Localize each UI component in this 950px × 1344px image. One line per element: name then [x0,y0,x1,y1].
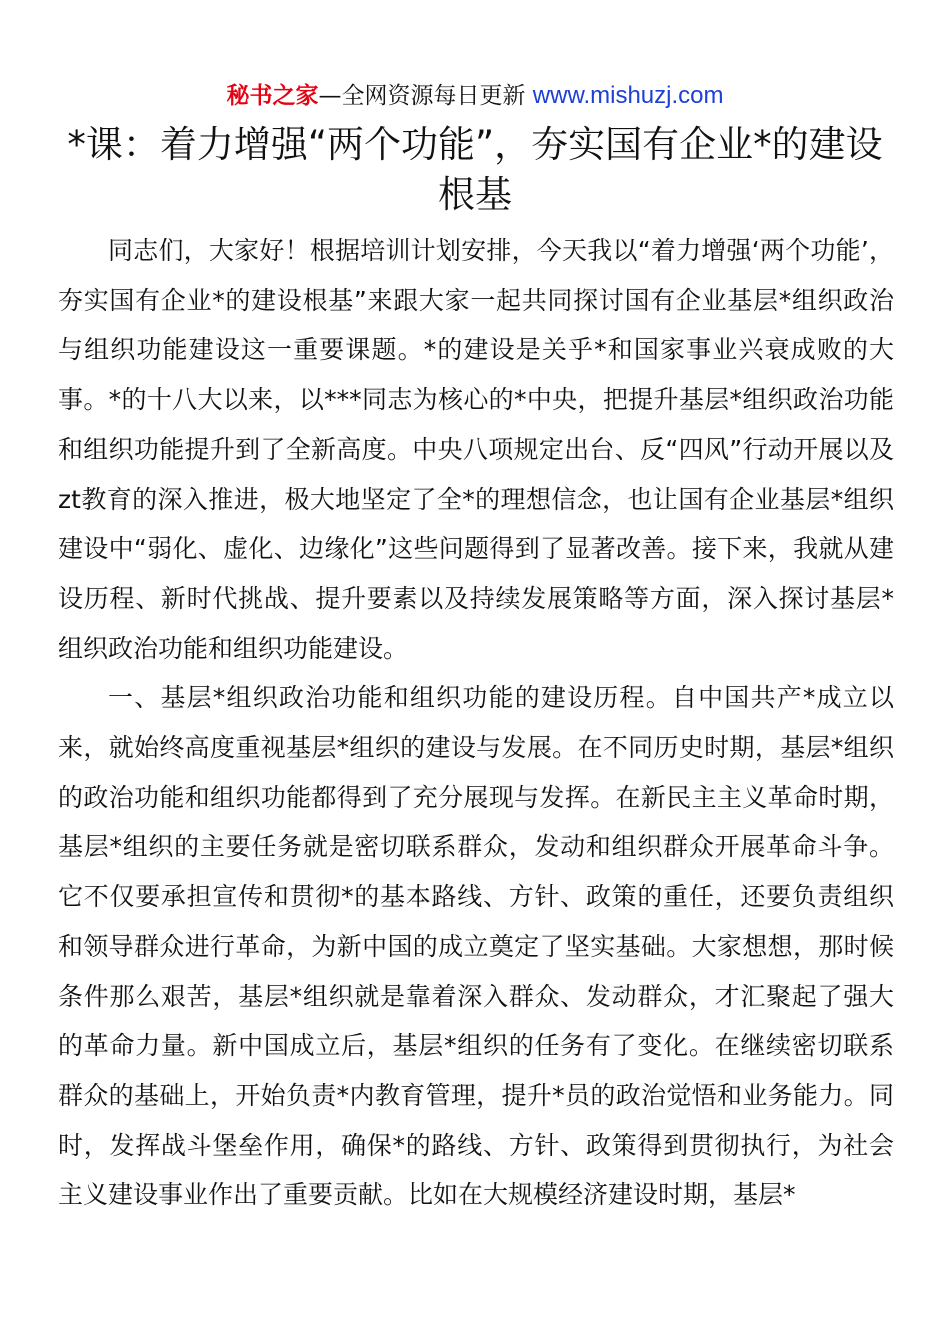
site-brand: 秘书之家 [226,83,319,109]
paragraph-intro: 同志们，大家好！根据培训计划安排，今天我以“着力增强‘两个功能’，夯实国有企业*的建设根基”来跟大家一起共同探讨国有企业基层*组织政治与组织功能建设这一重要课题。*的建设是关乎*和国家事业兴衰成败的大事。*的十八大以来，以***同志为核心的*中央，把提升基层*组织政治功能和组织功能提升到了全新高度。中央八项规定出台、反“四风”行动开展以及zt教育的深入推进，极大地坚定了全*的理想信念，也让国有企业基层*组织建设中“弱化、虚化、边缘化”这些问题得到了显著改善。接下来，我就从建设历程、新时代挑战、提升要素以及持续发展策略等方面，深入探讨基层*组织政治功能和组织功能建设。 [58,236,894,663]
paragraph-section-one: 一、基层*组织政治功能和组织功能的建设历程。自中国共产*成立以来，就始终高度重视基层*组织的建设与发展。在不同历史时期，基层*组织的政治功能和组织功能都得到了充分展现与发挥。在新民主主义革命时期，基层*组织的主要任务就是密切联系群众，发动和组织群众开展革命斗争。它不仅要承担宣传和贯彻*的基本路线、方针、政策的重任，还要负责组织和领导群众进行革命，为新中国的成立奠定了坚实基础。大家想想，那时候条件那么艰苦，基层*组织就是靠着深入群众、发动群众，才汇聚起了强大的革命力量。新中国成立后，基层*组织的任务有了变化。在继续密切联系群众的基础上，开始负责*内教育管理，提升*员的政治觉悟和业务能力。同时，发挥战斗堡垒作用，确保*的路线、方针、政策得到贯彻执行，为社会主义建设事业作出了重要贡献。比如在大规模经济建设时期，基层* [58,683,894,1210]
site-url[interactable]: www.mishuzj.com [532,82,724,109]
document-title: *课：着力增强“两个功能”，夯实国有企业*的建设根基 [67,123,883,216]
site-header [0,80,950,112]
document-body [58,226,894,1220]
site-tagline: —全网资源每日更新 [318,83,533,109]
